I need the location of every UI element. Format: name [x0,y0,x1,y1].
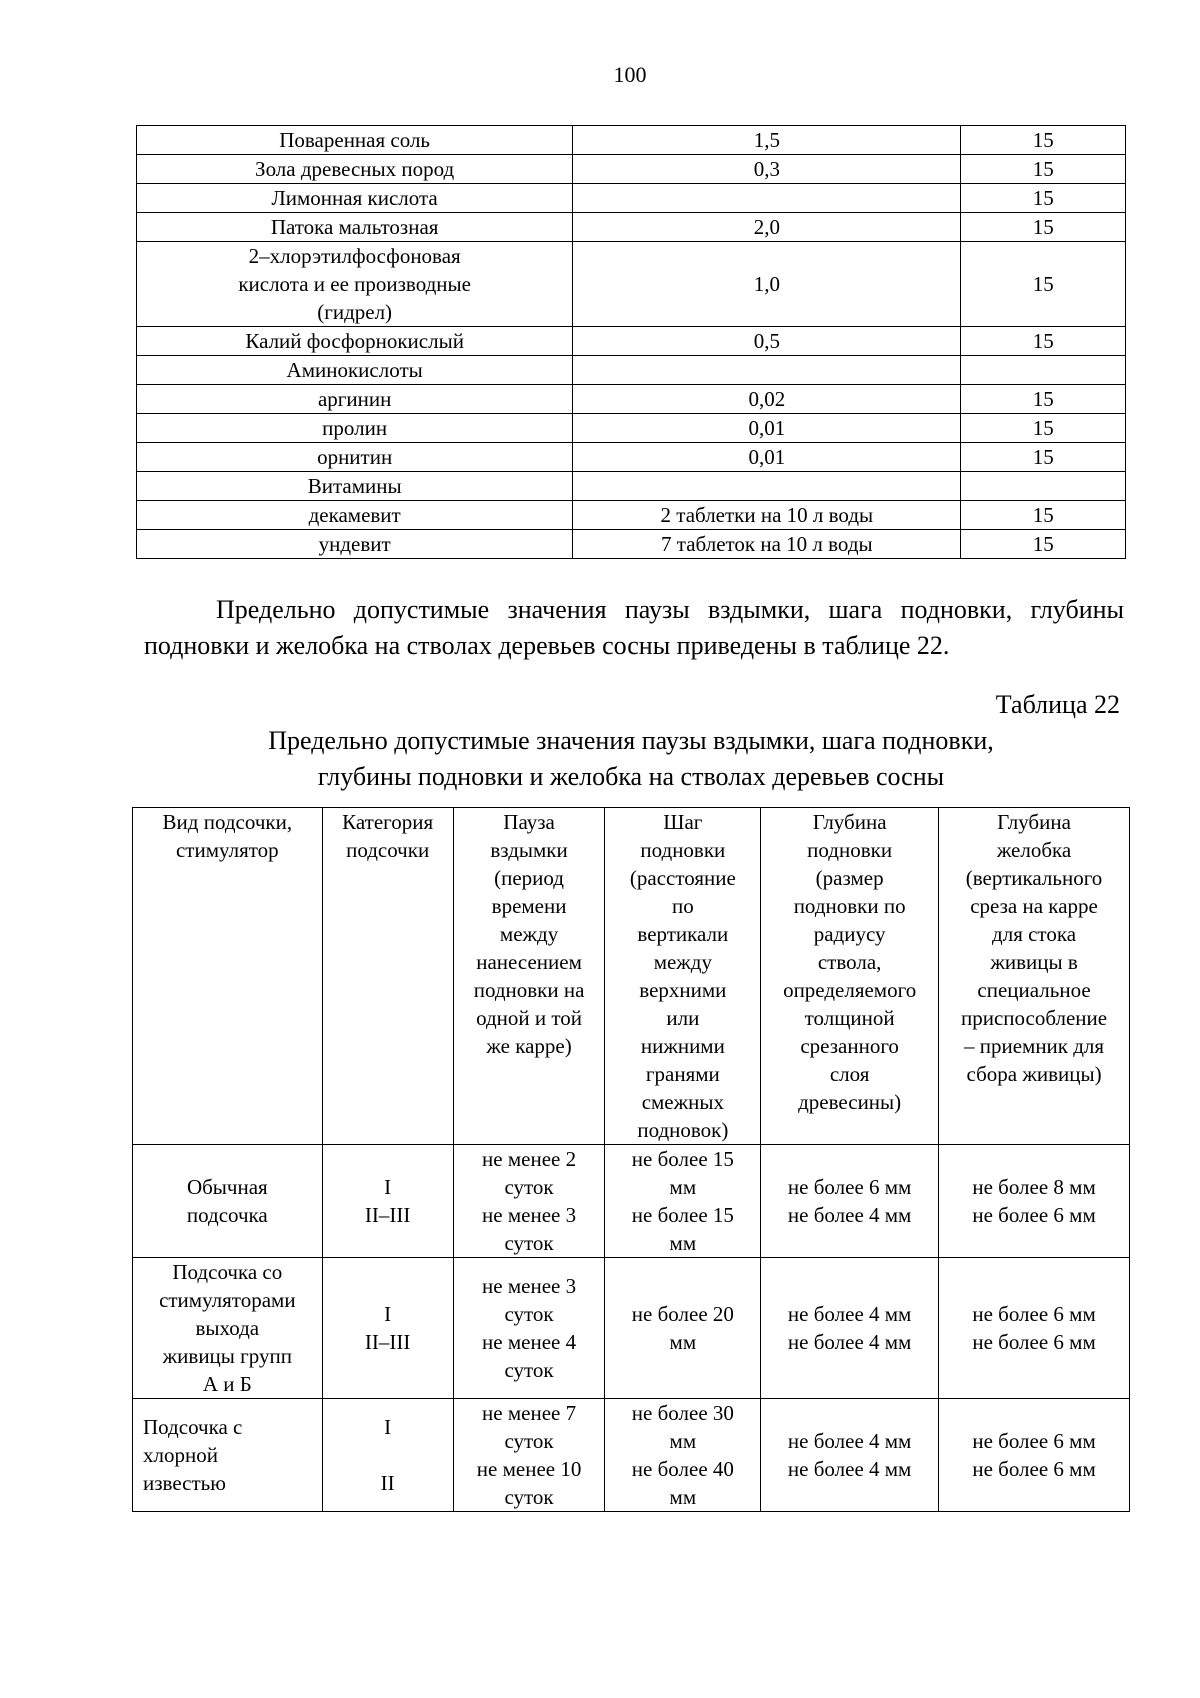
reagent-concentration: 0,01 [573,414,961,443]
reagent-concentration [573,184,961,213]
reagent-row [137,184,1126,213]
cell-step: не более 20 мм [605,1258,761,1399]
reagent-name: Патока мальтозная [137,213,573,242]
reagent-row [137,472,1126,501]
reagent-name: Поваренная соль [137,126,573,155]
reagent-days [961,472,1126,501]
reagent-days: 15 [961,184,1126,213]
reagent-row [137,356,1126,385]
table-22-title-line-1: Предельно допустимые значения паузы вздымки, шага подновки, [268,726,994,755]
reagent-name: аргинин [137,385,573,414]
header-step: Шаг подновки (расстояние по вертикали между верхними или нижними гранями смежных подновок) [605,808,761,1145]
cell-depth: не более 4 мм не более 4 мм [761,1399,939,1512]
reagents-table [136,125,1126,559]
header-pause: Пауза вздымки (период времени между нанесением подновки на одной и той же карре) [453,808,605,1145]
reagent-name: орнитин [137,443,573,472]
reagent-concentration: 1,5 [573,126,961,155]
reagent-row [137,385,1126,414]
reagent-days: 15 [961,501,1126,530]
reagent-name: Витамины [137,472,573,501]
cell-pause: не менее 2 суток не менее 3 суток [453,1145,605,1258]
reagent-concentration: 0,01 [573,443,961,472]
reagent-days: 15 [961,385,1126,414]
cell-tapping-type: Подсочка со стимуляторами выхода живицы групп А и Б [133,1258,323,1399]
reagent-concentration: 2,0 [573,213,961,242]
reagent-row [137,530,1126,559]
reagent-concentration: 0,02 [573,385,961,414]
reagent-name: Калий фосфорнокислый [137,327,573,356]
reagent-row [137,501,1126,530]
paragraph-line-2: подновки и желобка на стволах деревьев сосны приведены в таблице 22. [144,631,950,660]
cell-pause: не менее 7 суток не менее 10 суток [453,1399,605,1512]
cell-category: I II–III [322,1258,453,1399]
reagent-name: Зола древесных пород [137,155,573,184]
table-22-row [133,1145,1130,1258]
reagent-row [137,155,1126,184]
reagent-name: декамевит [137,501,573,530]
tapping-limits-table [132,807,1130,1512]
page-number: 100 [613,62,647,87]
reagent-days: 15 [961,414,1126,443]
reagent-days: 15 [961,242,1126,327]
header-tapping-type: Вид подсочки, стимулятор [133,808,323,1145]
reagent-row [137,414,1126,443]
reagent-concentration [573,356,961,385]
reagent-days: 15 [961,155,1126,184]
reagent-name: пролин [137,414,573,443]
header-category: Категория подсочки [322,808,453,1145]
reagent-row [137,327,1126,356]
reagent-concentration: 2 таблетки на 10 л воды [573,501,961,530]
reagent-name: ундевит [137,530,573,559]
table-22-header-row [133,808,1130,1145]
cell-groove: не более 6 мм не более 6 мм [939,1258,1130,1399]
cell-groove: не более 6 мм не более 6 мм [939,1399,1130,1512]
cell-tapping-type: Обычная подсочка [133,1145,323,1258]
reagent-days: 15 [961,126,1126,155]
reagent-row [137,443,1126,472]
cell-depth: не более 4 мм не более 4 мм [761,1258,939,1399]
reagent-days: 15 [961,213,1126,242]
table-22-label: Таблица 22 [995,690,1120,719]
reagent-concentration: 7 таблеток на 10 л воды [573,530,961,559]
reagent-name: 2–хлорэтилфосфоновая кислота и ее производные (гидрел) [137,242,573,327]
cell-step: не более 15 мм не более 15 мм [605,1145,761,1258]
table-22-row [133,1258,1130,1399]
reagent-days: 15 [961,327,1126,356]
reagent-row [137,126,1126,155]
table-22-row [133,1399,1130,1512]
table-22-title-line-2: глубины подновки и желобка на стволах деревьев сосны [317,762,945,791]
reagent-days: 15 [961,530,1126,559]
reagent-days [961,356,1126,385]
reagent-days: 15 [961,443,1126,472]
reagent-row [137,242,1126,327]
cell-step: не более 30 мм не более 40 мм [605,1399,761,1512]
cell-category: I II [322,1399,453,1512]
cell-pause: не менее 3 суток не менее 4 суток [453,1258,605,1399]
paragraph-line-1: Предельно допустимые значения паузы вздымки, шага подновки, глубины [216,595,1124,624]
reagent-concentration: 1,0 [573,242,961,327]
reagent-concentration: 0,3 [573,155,961,184]
table-22-title [136,723,1126,795]
header-groove: Глубина желобка (вертикального среза на карре для стока живицы в специальное приспособление – приемник для сбора живицы) [939,808,1130,1145]
header-depth: Глубина подновки (размер подновки по радиусу ствола, определяемого толщиной срезанного слоя древесины) [761,808,939,1145]
intro-paragraph [144,592,1124,664]
cell-groove: не более 8 мм не более 6 мм [939,1145,1130,1258]
reagent-concentration [573,472,961,501]
cell-tapping-type: Подсочка с хлорной известью [133,1399,323,1512]
reagent-concentration: 0,5 [573,327,961,356]
cell-category: I II–III [322,1145,453,1258]
reagent-name: Лимонная кислота [137,184,573,213]
cell-depth: не более 6 мм не более 4 мм [761,1145,939,1258]
reagent-name: Аминокислоты [137,356,573,385]
reagent-row [137,213,1126,242]
